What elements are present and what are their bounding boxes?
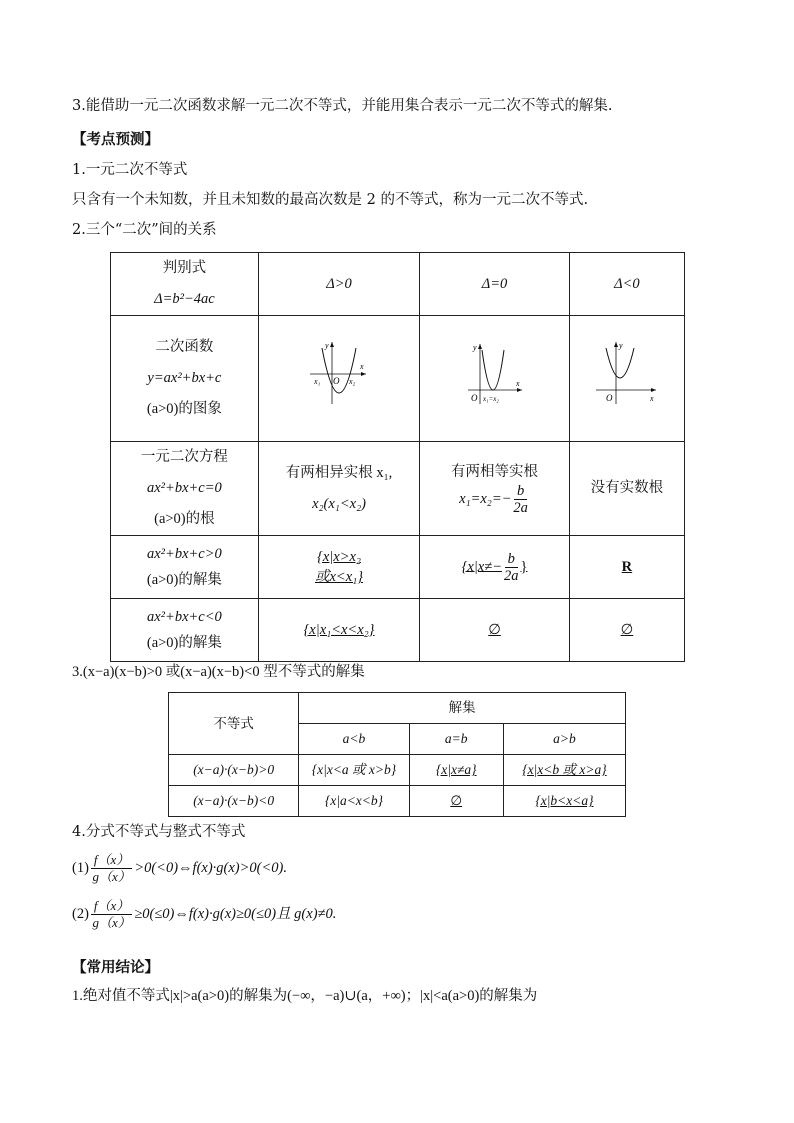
t2-col-a-eq-b: a=b [409, 724, 503, 755]
eq-zero-fraction [513, 483, 528, 516]
gt-row-label-1: ax²+bx+c>0 [147, 546, 222, 562]
t2-row1-c3-cell [503, 755, 625, 786]
gt-row-label-2: (a>0)的解集 [146, 572, 222, 588]
eq-zero-numerator: b [514, 483, 527, 500]
t2-row1-c2-cell [409, 755, 503, 786]
formula-1-denominator: g（x） [92, 869, 131, 884]
disc-header-cell [111, 253, 259, 316]
t2-col-a-lt-b: a<b [299, 724, 409, 755]
lt-cell-zero [420, 599, 570, 662]
svg-text:O: O [470, 392, 478, 403]
col-header-neg: Δ<0 [569, 253, 684, 316]
eq-pos-line-1: 有两相异实根 x₁, [285, 464, 393, 481]
svg-text:y: y [325, 340, 329, 350]
svg-text:x: x [515, 378, 520, 388]
gt-zero-close: } [520, 558, 528, 575]
formula-2-prefix: (2) [72, 905, 89, 922]
disc-label: 判别式 [162, 260, 207, 276]
eq-zero-denominator: 2a [513, 500, 528, 516]
svg-text:x₁=x₂: x₁=x₂ [482, 394, 499, 403]
eq-zero-text: x₁=x₂=− [459, 490, 512, 507]
t2-header-sol: 解集 [299, 693, 626, 724]
gt-pos-line-1: {x|x>x₂ [317, 549, 361, 565]
func-row-header [111, 316, 259, 442]
eq-zero-line-2 [420, 483, 569, 516]
section-heading-kaodian: 【考点预测】 [72, 131, 159, 148]
lt-cell-neg [569, 599, 684, 662]
parabola-no-root-graph [594, 338, 660, 408]
eq-cell-neg: 没有实数根 [569, 442, 684, 536]
t2-row1-c3: {x|x<b 或 x>a} [522, 762, 607, 777]
t2-row1-c2: {x|x≠a} [435, 762, 477, 777]
section-2-title: 2.三个“二次”间的关系 [72, 222, 217, 238]
svg-text:y: y [618, 340, 623, 350]
eq-cell-zero [420, 442, 570, 536]
lt-cell-pos [258, 599, 419, 662]
t2-row1-label: (x−a)·(x−b)>0 [169, 755, 299, 786]
svg-text:x₂: x₂ [349, 376, 356, 386]
lt-zero-value: ∅ [488, 621, 501, 638]
formula-1 [72, 852, 287, 885]
formula-2-fraction [91, 898, 132, 931]
section-3-title: 3.(x−a)(x−b)>0 或(x−a)(x−b)<0 型不等式的解集 [72, 664, 365, 680]
formula-2-rest: ≥0(≤0)⇔f(x)·g(x)≥0(≤0)且 g(x)≠0. [134, 905, 337, 922]
lt-row-label-2: (a>0)的解集 [146, 635, 222, 651]
gt-zero-numerator: b [505, 551, 518, 568]
t2-header-ineq: 不等式 [169, 693, 299, 755]
t2-row2-c2: ∅ [450, 793, 463, 808]
parabola-two-roots-graph [306, 338, 372, 408]
lt-row-header [111, 599, 259, 662]
eq-row-label-2: ax²+bx+c=0 [147, 480, 222, 496]
lt-row-label-1: ax²+bx+c<0 [147, 609, 222, 625]
lt-pos-value: {x|x₁<x<x₂} [303, 621, 375, 638]
graph-cell-pos [258, 316, 419, 442]
svg-text:O: O [605, 392, 613, 403]
formula-2 [72, 898, 336, 931]
svg-text:x: x [360, 361, 364, 371]
func-row-label-3: (a>0)的图象 [146, 401, 222, 417]
t2-row2-c3: {x|b<x<a} [535, 793, 594, 808]
section-heading-jielun: 【常用结论】 [72, 959, 159, 976]
disc-formula: Δ=b²−4ac [154, 291, 215, 307]
eq-cell-pos [258, 442, 419, 536]
formula-2-denominator: g（x） [92, 915, 131, 930]
factored-inequality-table [168, 692, 626, 817]
svg-text:x₁: x₁ [314, 376, 321, 386]
gt-cell-zero [420, 536, 570, 599]
svg-text:x: x [649, 393, 654, 403]
eq-row-label-1: 一元二次方程 [140, 449, 228, 465]
parabola-one-root-graph [462, 338, 528, 408]
gt-zero-denominator: 2a [503, 567, 519, 584]
gt-zero-fraction [504, 551, 519, 584]
func-row-label-1: 二次函数 [155, 339, 214, 355]
gt-neg-value: R [621, 558, 633, 575]
formula-1-rest: >0(<0)⇔f(x)·g(x)>0(<0). [134, 859, 287, 876]
t2-row2-c2-cell [409, 786, 503, 817]
gt-row-header [111, 536, 259, 599]
t2-col-a-gt-b: a>b [503, 724, 625, 755]
svg-text:y: y [472, 342, 477, 352]
func-row-label-2: y=ax²+bx+c [147, 370, 222, 386]
eq-zero-line-1: 有两相等实根 [451, 464, 539, 480]
gt-zero-text: {x|x≠− [461, 558, 502, 575]
formula-1-prefix: (1) [72, 859, 89, 876]
gt-pos-line-2: 或x<x₁} [315, 569, 363, 585]
graph-cell-neg [569, 316, 684, 442]
eq-row-header [111, 442, 259, 536]
formula-1-numerator: f（x） [91, 852, 132, 869]
svg-text:O: O [333, 375, 340, 386]
formula-1-fraction [91, 852, 132, 885]
t2-row2-c1: {x|a<x<b} [299, 786, 409, 817]
eq-pos-line-2: x₂(x₁<x₂) [312, 495, 366, 512]
t2-row2-label: (x−a)·(x−b)<0 [169, 786, 299, 817]
intro-line: 3.能借助一元二次函数求解一元二次不等式，并能用集合表示一元二次不等式的解集. [72, 98, 613, 114]
formula-2-numerator: f（x） [91, 898, 132, 915]
gt-cell-neg [569, 536, 684, 599]
three-quadratics-table [110, 252, 685, 662]
t2-row1-c1: {x|x<a 或 x>b} [299, 755, 409, 786]
gt-cell-pos [258, 536, 419, 599]
section-1-body: 只含有一个未知数，并且未知数的最高次数是 2 的不等式，称为一元二次不等式. [72, 192, 589, 208]
graph-cell-zero [420, 316, 570, 442]
t2-row2-c3-cell [503, 786, 625, 817]
col-header-pos: Δ>0 [258, 253, 419, 316]
section-4-title: 4.分式不等式与整式不等式 [72, 824, 246, 840]
eq-row-label-3: (a>0)的根 [154, 511, 215, 527]
section-1-title: 1.一元二次不等式 [72, 162, 188, 178]
col-header-zero: Δ=0 [420, 253, 570, 316]
lt-neg-value: ∅ [620, 621, 634, 638]
conclusion-1: 1.绝对值不等式|x|>a(a>0)的解集为(−∞，−a)∪(a，+∞)；|x|<a(a>0)的解集为 [72, 988, 538, 1004]
